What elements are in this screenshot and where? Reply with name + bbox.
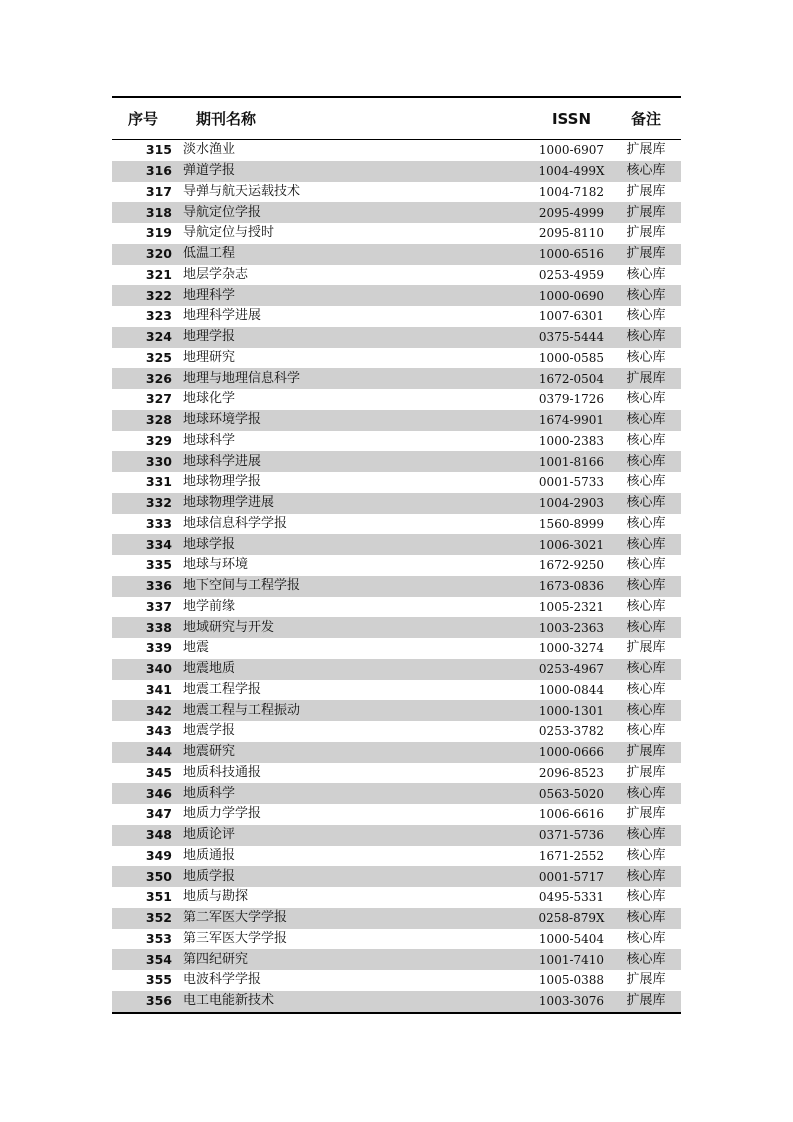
remarks-cell: 核心库 bbox=[611, 493, 681, 514]
journal-name-cell: 地震 bbox=[183, 640, 210, 656]
journal-name-cell: 地球环境学报 bbox=[174, 410, 532, 431]
table-row bbox=[112, 451, 681, 472]
journal-name-cell: 地理与地理信息科学 bbox=[174, 368, 532, 389]
table-row bbox=[112, 825, 681, 846]
table-row bbox=[112, 908, 681, 929]
table-row bbox=[112, 783, 681, 804]
serial-number-cell: 338 bbox=[112, 617, 174, 638]
journal-name-cell: 淡水渔业 bbox=[183, 142, 236, 158]
serial-number-cell: 320 bbox=[112, 244, 174, 265]
remarks-cell: 核心库 bbox=[626, 391, 666, 407]
table-row bbox=[112, 534, 681, 555]
serial-number-cell: 330 bbox=[112, 451, 174, 472]
table-row bbox=[112, 493, 681, 514]
table-row bbox=[112, 431, 681, 452]
journal-name-cell: 地理学报 bbox=[174, 327, 532, 348]
remarks-cell: 核心库 bbox=[611, 285, 681, 306]
serial-number-cell: 345 bbox=[145, 764, 172, 780]
issn-cell: 0379-1726 bbox=[538, 392, 605, 407]
journal-name-cell: 地震研究 bbox=[174, 742, 532, 763]
table-row bbox=[112, 410, 681, 431]
table-row bbox=[112, 742, 681, 763]
serial-number-cell: 341 bbox=[145, 681, 172, 697]
remarks-cell: 核心库 bbox=[611, 534, 681, 555]
table-row bbox=[112, 576, 681, 597]
remarks-cell: 核心库 bbox=[626, 557, 666, 573]
journal-name-cell: 地学前缘 bbox=[183, 598, 236, 614]
journal-name-cell: 地震工程与工程振动 bbox=[174, 700, 532, 721]
issn-cell: 1006-6616 bbox=[538, 807, 605, 822]
issn-cell: 1000-3274 bbox=[538, 641, 605, 656]
issn-cell: 1673-0836 bbox=[532, 576, 611, 597]
remarks-cell: 扩展库 bbox=[626, 225, 666, 241]
table-row bbox=[112, 887, 681, 908]
issn-cell: 1560-8999 bbox=[538, 516, 605, 531]
issn-cell: 1000-6907 bbox=[538, 143, 605, 158]
remarks-cell: 核心库 bbox=[611, 949, 681, 970]
issn-cell: 1000-0690 bbox=[532, 285, 611, 306]
issn-cell: 1000-5404 bbox=[538, 931, 605, 946]
remarks-cell: 核心库 bbox=[611, 617, 681, 638]
remarks-cell: 核心库 bbox=[626, 266, 666, 282]
serial-number-cell: 319 bbox=[145, 225, 172, 241]
table-row bbox=[112, 140, 681, 161]
table-row bbox=[112, 555, 681, 576]
journal-name-cell: 地质论评 bbox=[174, 825, 532, 846]
remarks-cell: 扩展库 bbox=[626, 142, 666, 158]
table-row bbox=[112, 700, 681, 721]
remarks-cell: 核心库 bbox=[626, 349, 666, 365]
serial-number-cell: 317 bbox=[145, 183, 172, 199]
serial-number-cell: 344 bbox=[112, 742, 174, 763]
remarks-cell: 核心库 bbox=[611, 576, 681, 597]
journal-name-cell: 地球物理学报 bbox=[183, 474, 262, 490]
table-row bbox=[112, 389, 681, 410]
issn-cell: 0258-879X bbox=[532, 908, 611, 929]
header-issn: ISSN bbox=[532, 97, 611, 140]
serial-number-cell: 354 bbox=[112, 949, 174, 970]
serial-number-cell: 323 bbox=[145, 308, 172, 324]
journal-name-cell: 地质力学学报 bbox=[183, 806, 262, 822]
journal-name-cell: 地质通报 bbox=[183, 847, 236, 863]
remarks-cell: 核心库 bbox=[611, 825, 681, 846]
table-row bbox=[112, 846, 681, 867]
table-row bbox=[112, 949, 681, 970]
issn-cell: 1005-0388 bbox=[538, 973, 605, 988]
serial-number-cell: 329 bbox=[145, 432, 172, 448]
issn-cell: 2095-4999 bbox=[532, 202, 611, 223]
issn-cell: 0253-4959 bbox=[538, 267, 605, 282]
table-row bbox=[112, 659, 681, 680]
table-row bbox=[112, 638, 681, 659]
remarks-cell: 核心库 bbox=[611, 659, 681, 680]
issn-cell: 1672-9250 bbox=[538, 558, 605, 573]
remarks-cell: 扩展库 bbox=[611, 202, 681, 223]
issn-cell: 1004-7182 bbox=[538, 184, 605, 199]
remarks-cell: 核心库 bbox=[626, 847, 666, 863]
serial-number-cell: 346 bbox=[112, 783, 174, 804]
serial-number-cell: 356 bbox=[112, 991, 174, 1013]
journal-name-cell: 地球物理学进展 bbox=[174, 493, 532, 514]
remarks-cell: 扩展库 bbox=[626, 764, 666, 780]
issn-cell: 1004-499X bbox=[532, 161, 611, 182]
remarks-cell: 核心库 bbox=[611, 451, 681, 472]
serial-number-cell: 351 bbox=[145, 889, 172, 905]
serial-number-cell: 315 bbox=[145, 142, 172, 158]
table-row bbox=[112, 265, 681, 286]
header-journal-name: 期刊名称 bbox=[174, 97, 532, 140]
journal-name-cell: 地球学报 bbox=[174, 534, 532, 555]
journal-name-cell: 地震学报 bbox=[183, 723, 236, 739]
journal-name-cell: 地球化学 bbox=[183, 391, 236, 407]
serial-number-cell: 316 bbox=[112, 161, 174, 182]
table-row bbox=[112, 285, 681, 306]
table-row bbox=[112, 202, 681, 223]
remarks-cell: 核心库 bbox=[611, 700, 681, 721]
remarks-cell: 核心库 bbox=[626, 889, 666, 905]
issn-cell: 0001-5717 bbox=[532, 866, 611, 887]
table-row bbox=[112, 368, 681, 389]
serial-number-cell: 321 bbox=[145, 266, 172, 282]
journal-name-cell: 地质科技通报 bbox=[183, 764, 262, 780]
remarks-cell: 扩展库 bbox=[626, 972, 666, 988]
journal-name-cell: 地域研究与开发 bbox=[174, 617, 532, 638]
journal-name-cell: 地层学杂志 bbox=[183, 266, 249, 282]
journal-name-cell: 电波科学学报 bbox=[183, 972, 262, 988]
serial-number-cell: 333 bbox=[145, 515, 172, 531]
serial-number-cell: 318 bbox=[112, 202, 174, 223]
table-row bbox=[112, 161, 681, 182]
table-row bbox=[112, 514, 681, 535]
serial-number-cell: 325 bbox=[145, 349, 172, 365]
issn-cell: 0253-3782 bbox=[538, 724, 605, 739]
serial-number-cell: 327 bbox=[145, 391, 172, 407]
table-row bbox=[112, 721, 681, 742]
table-row bbox=[112, 306, 681, 327]
journal-name-cell: 导航定位学报 bbox=[174, 202, 532, 223]
table-row bbox=[112, 597, 681, 618]
issn-cell: 1003-3076 bbox=[532, 991, 611, 1013]
journal-name-cell: 导弹与航天运载技术 bbox=[183, 183, 301, 199]
journal-name-cell: 地球科学 bbox=[183, 432, 236, 448]
serial-number-cell: 335 bbox=[145, 557, 172, 573]
journal-name-cell: 地质科学 bbox=[174, 783, 532, 804]
remarks-cell: 核心库 bbox=[626, 681, 666, 697]
journal-name-cell: 第三军医大学学报 bbox=[183, 930, 288, 946]
table-row bbox=[112, 472, 681, 493]
serial-number-cell: 352 bbox=[112, 908, 174, 929]
issn-cell: 1003-2363 bbox=[532, 617, 611, 638]
issn-cell: 1000-0666 bbox=[532, 742, 611, 763]
journal-name-cell: 地质学报 bbox=[174, 866, 532, 887]
issn-cell: 1000-0585 bbox=[538, 350, 605, 365]
journal-name-cell: 地球信息科学学报 bbox=[183, 515, 288, 531]
issn-cell: 1000-1301 bbox=[532, 700, 611, 721]
table-row bbox=[112, 244, 681, 265]
remarks-cell: 核心库 bbox=[611, 908, 681, 929]
table-row bbox=[112, 348, 681, 369]
issn-cell: 1672-0504 bbox=[532, 368, 611, 389]
issn-cell: 1001-7410 bbox=[532, 949, 611, 970]
header-remarks: 备注 bbox=[611, 97, 681, 140]
remarks-cell: 核心库 bbox=[626, 432, 666, 448]
issn-cell: 1000-6516 bbox=[532, 244, 611, 265]
table-row bbox=[112, 763, 681, 784]
table-row bbox=[112, 617, 681, 638]
issn-cell: 1000-0844 bbox=[538, 682, 605, 697]
remarks-cell: 扩展库 bbox=[611, 742, 681, 763]
remarks-cell: 扩展库 bbox=[626, 640, 666, 656]
serial-number-cell: 347 bbox=[145, 806, 172, 822]
issn-cell: 1671-2552 bbox=[538, 848, 605, 863]
remarks-cell: 核心库 bbox=[626, 515, 666, 531]
remarks-cell: 核心库 bbox=[611, 783, 681, 804]
issn-cell: 0495-5331 bbox=[538, 890, 605, 905]
issn-cell: 1007-6301 bbox=[538, 309, 605, 324]
serial-number-cell: 339 bbox=[145, 640, 172, 656]
remarks-cell: 核心库 bbox=[626, 930, 666, 946]
serial-number-cell: 353 bbox=[145, 930, 172, 946]
table-row bbox=[112, 991, 681, 1013]
issn-cell: 1004-2903 bbox=[532, 493, 611, 514]
serial-number-cell: 336 bbox=[112, 576, 174, 597]
table-row bbox=[112, 680, 681, 701]
table-row bbox=[112, 327, 681, 348]
table-row bbox=[112, 866, 681, 887]
header-serial-number: 序号 bbox=[112, 97, 174, 140]
header-row bbox=[112, 97, 681, 140]
issn-cell: 0563-5020 bbox=[532, 783, 611, 804]
journal-name-cell: 导航定位与授时 bbox=[183, 225, 275, 241]
remarks-cell: 核心库 bbox=[626, 474, 666, 490]
table-row bbox=[112, 223, 681, 244]
remarks-cell: 核心库 bbox=[611, 161, 681, 182]
remarks-cell: 扩展库 bbox=[611, 244, 681, 265]
journal-name-cell: 地质与勘探 bbox=[183, 889, 249, 905]
table-row bbox=[112, 804, 681, 825]
issn-cell: 0371-5736 bbox=[532, 825, 611, 846]
journal-name-cell: 地下空间与工程学报 bbox=[174, 576, 532, 597]
serial-number-cell: 331 bbox=[145, 474, 172, 490]
serial-number-cell: 350 bbox=[112, 866, 174, 887]
issn-cell: 2096-8523 bbox=[538, 765, 605, 780]
journal-name-cell: 低温工程 bbox=[174, 244, 532, 265]
issn-cell: 2095-8110 bbox=[538, 226, 605, 241]
serial-number-cell: 324 bbox=[112, 327, 174, 348]
issn-cell: 0375-5444 bbox=[532, 327, 611, 348]
serial-number-cell: 340 bbox=[112, 659, 174, 680]
serial-number-cell: 343 bbox=[145, 723, 172, 739]
journal-name-cell: 第二军医大学学报 bbox=[174, 908, 532, 929]
serial-number-cell: 342 bbox=[112, 700, 174, 721]
journal-name-cell: 弹道学报 bbox=[174, 161, 532, 182]
journal-name-cell: 电工电能新技术 bbox=[174, 991, 532, 1013]
journal-name-cell: 地理研究 bbox=[183, 349, 236, 365]
table-row bbox=[112, 182, 681, 203]
issn-cell: 1005-2321 bbox=[538, 599, 605, 614]
issn-cell: 0001-5733 bbox=[538, 475, 605, 490]
issn-cell: 1006-3021 bbox=[532, 534, 611, 555]
serial-number-cell: 348 bbox=[112, 825, 174, 846]
remarks-cell: 扩展库 bbox=[626, 806, 666, 822]
remarks-cell: 核心库 bbox=[611, 410, 681, 431]
remarks-cell: 核心库 bbox=[626, 598, 666, 614]
remarks-cell: 扩展库 bbox=[626, 183, 666, 199]
table-row bbox=[112, 970, 681, 991]
serial-number-cell: 355 bbox=[145, 972, 172, 988]
remarks-cell: 核心库 bbox=[611, 327, 681, 348]
remarks-cell: 扩展库 bbox=[611, 991, 681, 1013]
journal-table bbox=[112, 96, 681, 1014]
issn-cell: 1674-9901 bbox=[532, 410, 611, 431]
journal-name-cell: 地震工程学报 bbox=[183, 681, 262, 697]
table-row bbox=[112, 929, 681, 950]
serial-number-cell: 334 bbox=[112, 534, 174, 555]
journal-name-cell: 地理科学 bbox=[174, 285, 532, 306]
remarks-cell: 扩展库 bbox=[611, 368, 681, 389]
serial-number-cell: 337 bbox=[145, 598, 172, 614]
serial-number-cell: 322 bbox=[112, 285, 174, 306]
table-body bbox=[112, 140, 681, 1013]
journal-name-cell: 地球科学进展 bbox=[174, 451, 532, 472]
remarks-cell: 核心库 bbox=[626, 308, 666, 324]
journal-name-cell: 地理科学进展 bbox=[183, 308, 262, 324]
journal-name-cell: 地球与环境 bbox=[183, 557, 249, 573]
remarks-cell: 核心库 bbox=[611, 866, 681, 887]
remarks-cell: 核心库 bbox=[626, 723, 666, 739]
issn-cell: 1001-8166 bbox=[532, 451, 611, 472]
serial-number-cell: 332 bbox=[112, 493, 174, 514]
journal-name-cell: 地震地质 bbox=[174, 659, 532, 680]
issn-cell: 1000-2383 bbox=[538, 433, 605, 448]
serial-number-cell: 326 bbox=[112, 368, 174, 389]
serial-number-cell: 349 bbox=[145, 847, 172, 863]
table-header bbox=[112, 97, 681, 140]
issn-cell: 0253-4967 bbox=[532, 659, 611, 680]
serial-number-cell: 328 bbox=[112, 410, 174, 431]
journal-name-cell: 第四纪研究 bbox=[174, 949, 532, 970]
